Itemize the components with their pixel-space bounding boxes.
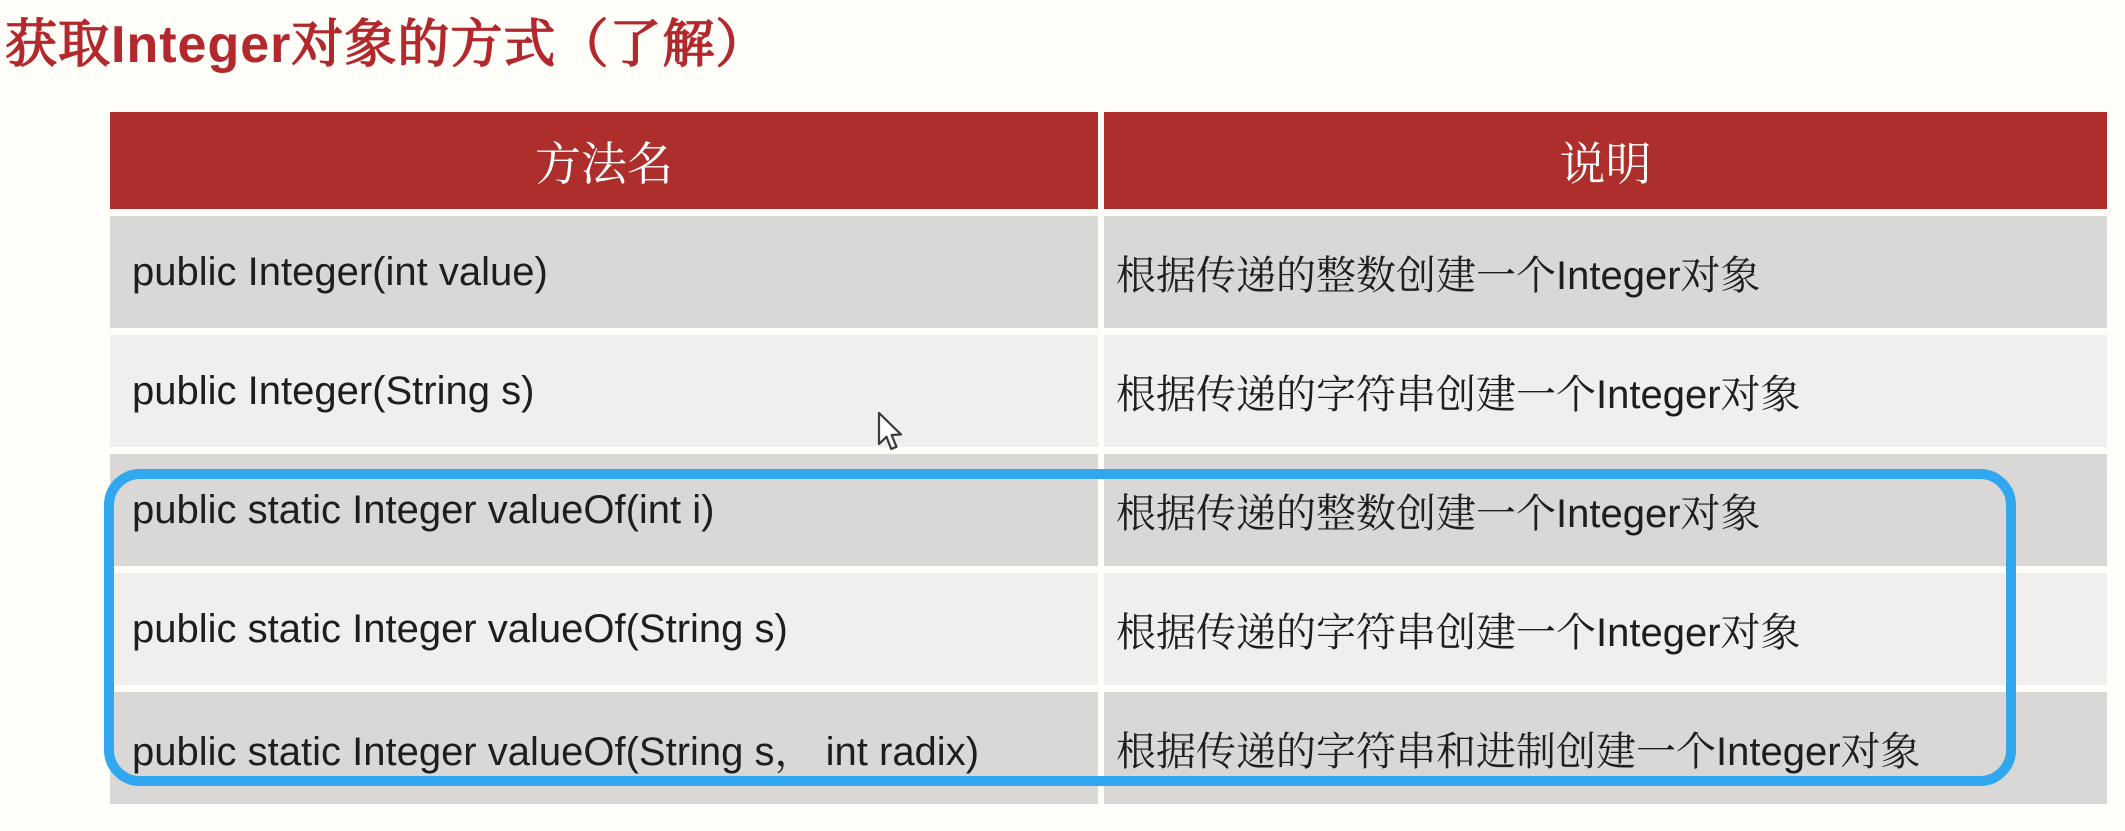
description-cell: 根据传递的整数创建一个Integer对象 xyxy=(1104,216,2107,328)
column-header-method-name: 方法名 xyxy=(110,112,1098,209)
description-cell: 根据传递的字符串创建一个Integer对象 xyxy=(1104,573,2107,685)
method-name-cell: public static Integer valueOf(int i) xyxy=(110,454,1098,566)
table-row xyxy=(110,454,2107,566)
method-name-cell: public Integer(int value) xyxy=(110,216,1098,328)
table-row xyxy=(110,216,2107,328)
table-row xyxy=(110,335,2107,447)
description-cell: 根据传递的字符串创建一个Integer对象 xyxy=(1104,335,2107,447)
table-row xyxy=(110,692,2107,804)
table-header-row xyxy=(110,112,2107,209)
method-name-cell: public static Integer valueOf(String s， int radix) xyxy=(110,692,1098,804)
integer-methods-table xyxy=(110,112,2107,811)
page-title: 获取Integer对象的方式（了解） xyxy=(5,16,769,74)
table-row xyxy=(110,573,2107,685)
method-name-cell: public static Integer valueOf(String s) xyxy=(110,573,1098,685)
method-name-cell: public Integer(String s) xyxy=(110,335,1098,447)
column-header-description: 说明 xyxy=(1104,112,2107,209)
description-cell: 根据传递的整数创建一个Integer对象 xyxy=(1104,454,2107,566)
description-cell: 根据传递的字符串和进制创建一个Integer对象 xyxy=(1104,692,2107,804)
